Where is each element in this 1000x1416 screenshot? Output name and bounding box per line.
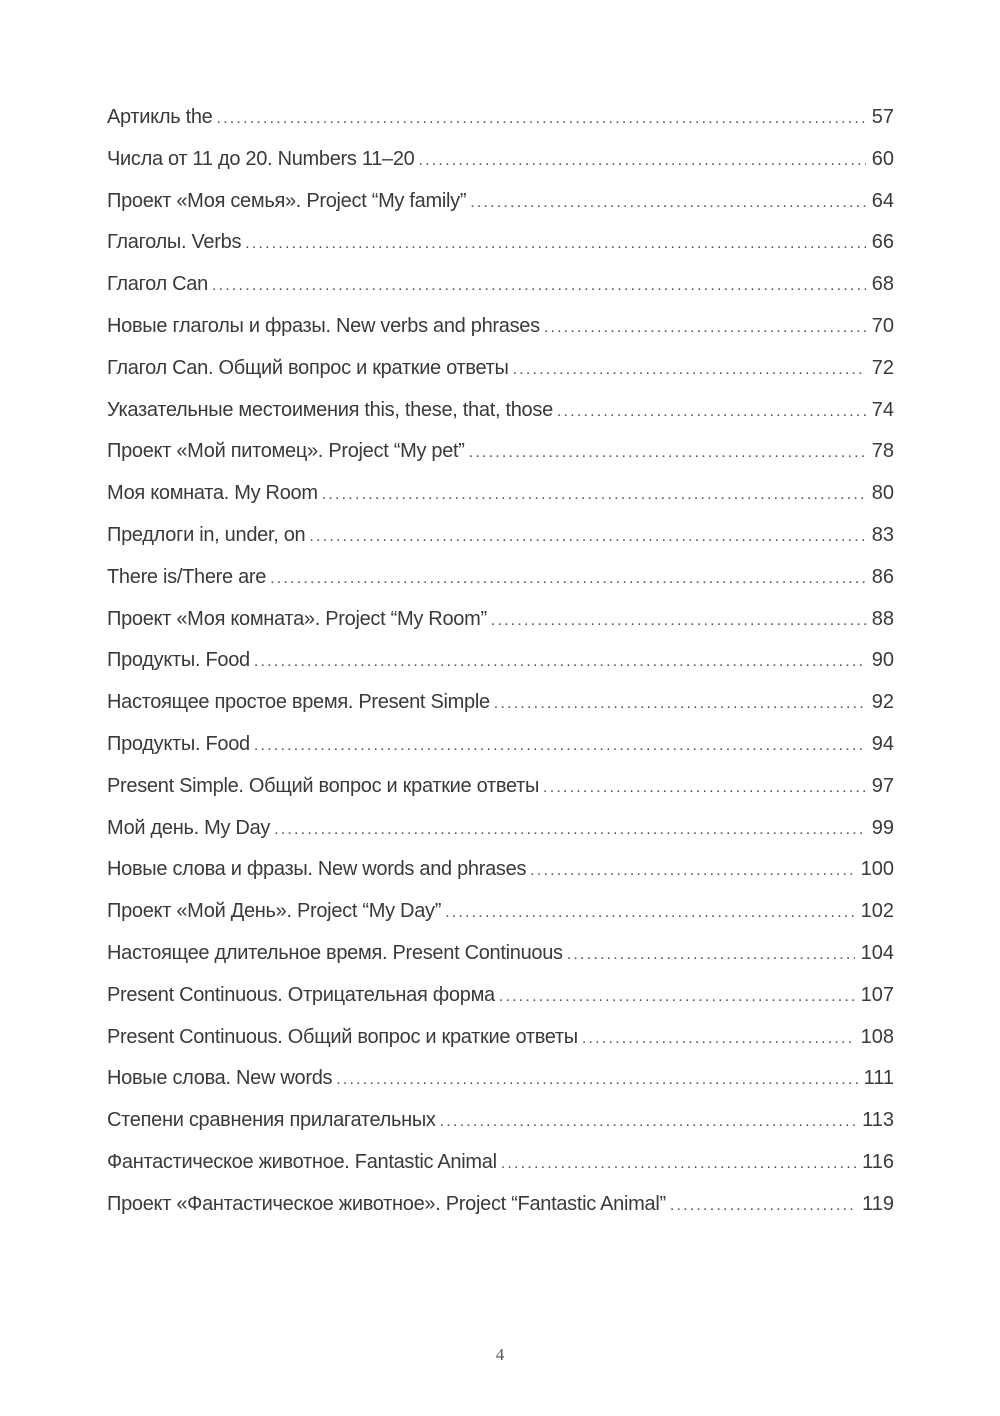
toc-entry[interactable] xyxy=(107,431,894,473)
toc-entry-title: Степени сравнения прилагательных xyxy=(107,1109,436,1132)
toc-leader-dots xyxy=(445,892,855,934)
toc-entry-title: Present Continuous. Общий вопрос и краткие ответы xyxy=(107,1025,578,1048)
toc-entry[interactable] xyxy=(107,808,894,850)
toc-entry[interactable] xyxy=(107,1142,894,1184)
toc-leader-dots xyxy=(216,98,865,140)
toc-leader-dots xyxy=(543,767,866,809)
toc-leader-dots xyxy=(501,1143,856,1185)
toc-leader-dots xyxy=(491,600,866,642)
toc-entry-title: There is/There are xyxy=(107,565,267,588)
toc-entry[interactable] xyxy=(107,222,894,264)
toc-entry-page: 83 xyxy=(871,523,894,546)
toc-entry-title: Настоящее простое время. Present Simple xyxy=(107,691,490,714)
toc-leader-dots xyxy=(582,1018,855,1060)
toc-entry-title: Артикль the xyxy=(107,106,213,128)
toc-entry-title: Числа от 11 до 20. Numbers 11–20 xyxy=(107,147,415,170)
toc-entry-page: 104 xyxy=(860,941,894,964)
toc-entry-page: 97 xyxy=(871,774,894,797)
toc-entry[interactable] xyxy=(107,390,894,432)
toc-leader-dots xyxy=(322,474,866,516)
toc-leader-dots xyxy=(567,934,855,976)
toc-entry-title: Мой день. My Day xyxy=(107,816,271,839)
toc-entry[interactable] xyxy=(107,306,894,348)
toc-leader-dots xyxy=(513,349,866,391)
toc-entry[interactable] xyxy=(107,557,894,599)
toc-entry-title: Проект «Мой День». Project “My Day” xyxy=(107,900,442,923)
toc-entry[interactable] xyxy=(107,766,894,808)
toc-leader-dots xyxy=(212,265,866,307)
toc-entry[interactable] xyxy=(107,975,894,1017)
toc-entry-title: Моя комната. My Room xyxy=(107,482,318,505)
toc-entry-page: 94 xyxy=(871,732,894,755)
toc-entry[interactable] xyxy=(107,891,894,933)
toc-entry-page: 57 xyxy=(871,106,894,128)
toc-entry[interactable] xyxy=(107,682,894,724)
toc-entry-page: 88 xyxy=(871,607,894,630)
toc-leader-dots xyxy=(469,432,866,474)
toc-leader-dots xyxy=(245,223,866,265)
toc-leader-dots xyxy=(530,850,854,892)
toc-entry-page: 74 xyxy=(871,398,894,421)
toc-entry-title: Продукты. Food xyxy=(107,732,250,755)
toc-entry-title: Новые слова. New words xyxy=(107,1067,333,1090)
toc-entry-page: 60 xyxy=(871,147,894,170)
toc-entry[interactable] xyxy=(107,640,894,682)
toc-entry-title: Present Simple. Общий вопрос и краткие ответы xyxy=(107,774,540,797)
toc-entry-page: 80 xyxy=(871,482,894,505)
toc-entry-page: 100 xyxy=(860,858,894,881)
toc-entry-page: 66 xyxy=(871,231,894,254)
toc-entry-title: Проект «Моя комната». Project “My Room” xyxy=(107,607,487,630)
toc-entry[interactable] xyxy=(107,264,894,306)
toc-entry[interactable] xyxy=(107,933,894,975)
toc-leader-dots xyxy=(254,725,866,767)
toc-entry-page: 116 xyxy=(862,1150,894,1173)
toc-entry[interactable] xyxy=(107,1017,894,1059)
toc-entry-title: Настоящее длительное время. Present Continuous xyxy=(107,941,563,964)
toc-entry[interactable] xyxy=(107,1184,894,1226)
toc-entry-page: 113 xyxy=(862,1109,894,1132)
toc-entry-title: Проект «Мой питомец». Project “My pet” xyxy=(107,440,465,463)
toc-entry-title: Present Continuous. Отрицательная форма xyxy=(107,983,495,1006)
toc-leader-dots xyxy=(309,516,865,558)
toc-entry[interactable] xyxy=(107,724,894,766)
toc-entry-page: 86 xyxy=(871,565,894,588)
toc-entry-page: 111 xyxy=(863,1067,894,1090)
toc-entry-page: 70 xyxy=(871,314,894,337)
toc-entry-title: Продукты. Food xyxy=(107,649,250,672)
toc-entry-page: 92 xyxy=(871,691,894,714)
toc-entry-page: 72 xyxy=(871,356,894,379)
toc-leader-dots xyxy=(544,307,866,349)
toc-leader-dots xyxy=(254,641,866,683)
toc-entry-page: 64 xyxy=(871,189,894,212)
toc-entry-title: Фантастическое животное. Fantastic Animal xyxy=(107,1150,497,1173)
toc-leader-dots xyxy=(670,1185,856,1227)
toc-entry-page: 119 xyxy=(862,1192,894,1215)
toc-entry-page: 90 xyxy=(871,649,894,672)
table-of-contents xyxy=(107,97,894,1226)
toc-entry-title: Новые глаголы и фразы. New verbs and phrases xyxy=(107,314,540,337)
toc-entry-page: 107 xyxy=(860,983,894,1006)
toc-leader-dots xyxy=(419,140,866,182)
toc-entry[interactable] xyxy=(107,348,894,390)
toc-entry[interactable] xyxy=(107,1058,894,1100)
toc-entry-title: Предлоги in, under, on xyxy=(107,523,306,546)
toc-entry-title: Указательные местоимения this, these, that, those xyxy=(107,398,553,421)
toc-entry[interactable] xyxy=(107,97,894,139)
toc-leader-dots xyxy=(274,809,866,851)
toc-leader-dots xyxy=(494,683,866,725)
toc-entry-page: 68 xyxy=(871,273,894,296)
toc-entry[interactable] xyxy=(107,473,894,515)
toc-entry[interactable] xyxy=(107,139,894,181)
toc-leader-dots xyxy=(499,976,855,1018)
toc-leader-dots xyxy=(470,182,866,224)
toc-leader-dots xyxy=(270,558,866,600)
toc-leader-dots xyxy=(557,391,866,433)
toc-entry-page: 108 xyxy=(860,1025,894,1048)
toc-entry-title: Новые слова и фразы. New words and phrases xyxy=(107,858,527,881)
toc-leader-dots xyxy=(336,1059,857,1101)
toc-entry-title: Глаголы. Verbs xyxy=(107,231,242,254)
toc-entry-page: 99 xyxy=(871,816,894,839)
toc-entry-title: Проект «Моя семья». Project “My family” xyxy=(107,189,467,212)
toc-leader-dots xyxy=(440,1101,856,1143)
toc-entry-title: Глагол Can xyxy=(107,273,208,296)
toc-entry-title: Проект «Фантастическое животное». Project “Fantastic Animal” xyxy=(107,1192,666,1215)
toc-entry-page: 78 xyxy=(871,440,894,463)
toc-entry[interactable] xyxy=(107,849,894,891)
toc-entry[interactable] xyxy=(107,515,894,557)
toc-entry[interactable] xyxy=(107,181,894,223)
page-number: 4 xyxy=(495,1345,505,1364)
toc-entry[interactable] xyxy=(107,1100,894,1142)
toc-entry[interactable] xyxy=(107,599,894,641)
toc-entry-title: Глагол Can. Общий вопрос и краткие ответы xyxy=(107,356,509,379)
toc-entry-page: 102 xyxy=(860,900,894,923)
